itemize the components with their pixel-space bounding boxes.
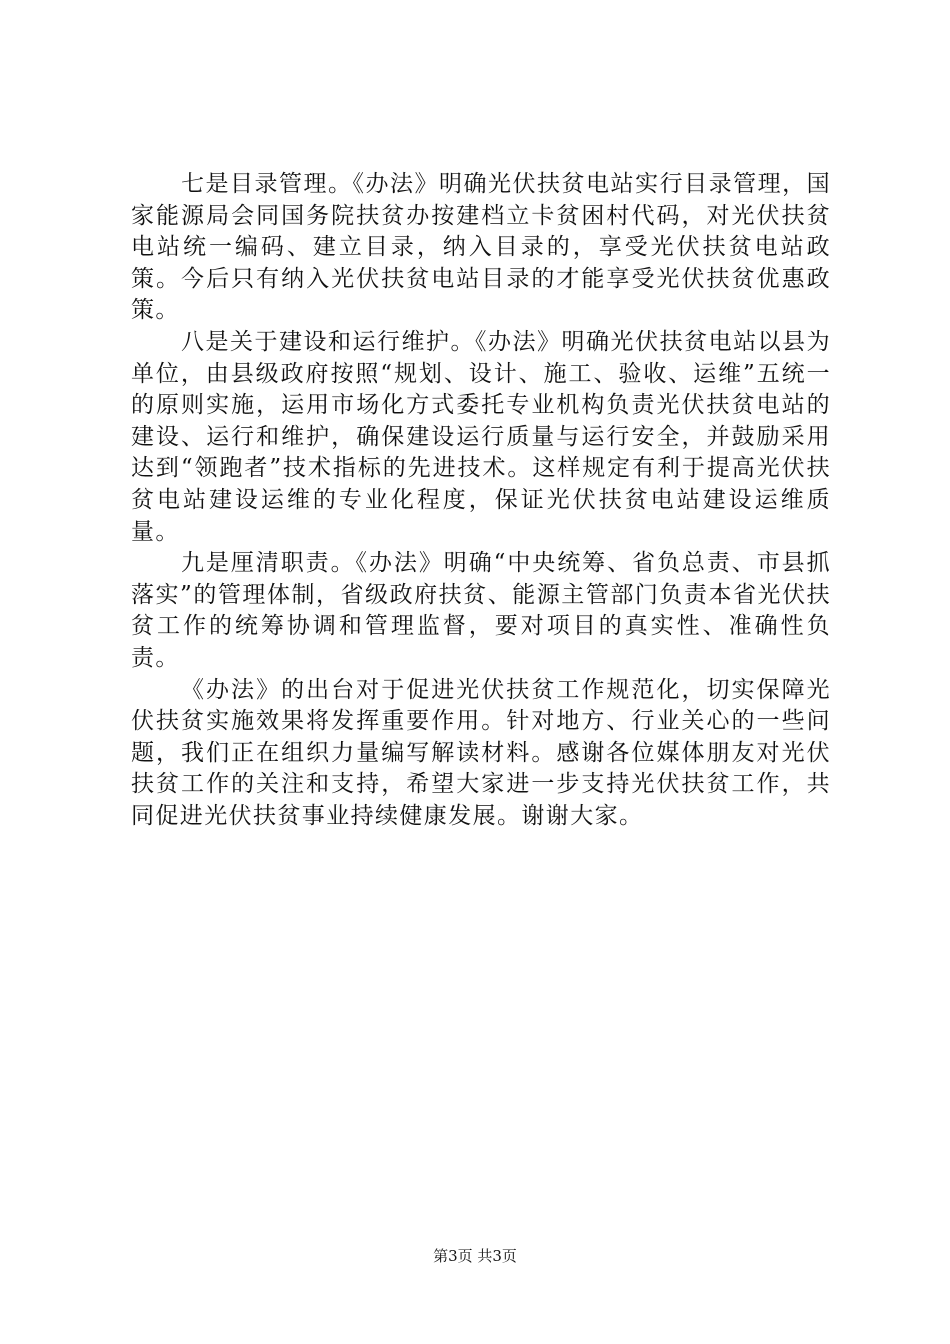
paragraph-catalog-management: 七是目录管理。《办法》明确光伏扶贫电站实行目录管理，国家能源局会同国务院扶贫办按建档立卡贫困村代码，对光伏扶贫电站统一编码、建立目录，纳入目录的，享受光伏扶贫电站政策。今后只有纳入光伏扶贫电站目录的才能享受光伏扶贫优惠政策。 — [131, 171, 831, 324]
paragraph-closing: 《办法》的出台对于促进光伏扶贫工作规范化，切实保障光伏扶贫实施效果将发挥重要作用。针对地方、行业关心的一些问题，我们正在组织力量编写解读材料。感谢各位媒体朋友对光伏扶贫工作的关注和支持，希望大家进一步支持光伏扶贫工作，共同促进光伏扶贫事业持续健康发展。谢谢大家。 — [131, 676, 831, 829]
paragraph-construction-maintenance: 八是关于建设和运行维护。《办法》明确光伏扶贫电站以县为单位，由县级政府按照“规划、设计、施工、验收、运维”五统一的原则实施，运用市场化方式委托专业机构负责光伏扶贫电站的建设、运行和维护，确保建设运行质量与运行安全，并鼓励采用达到“领跑者”技术指标的先进技术。这样规定有利于提高光伏扶贫电站建设运维的专业化程度，保证光伏扶贫电站建设运维质量。 — [131, 328, 831, 545]
body-text — [131, 169, 831, 832]
page-footer: 第3页 共3页 — [433, 1247, 517, 1265]
paragraph-responsibilities: 九是厘清职责。《办法》明确“中央统筹、省负总责、市县抓落实”的管理体制，省级政府扶贫、能源主管部门负责本省光伏扶贫工作的统筹协调和管理监督，要对项目的真实性、准确性负责。 — [131, 550, 831, 671]
